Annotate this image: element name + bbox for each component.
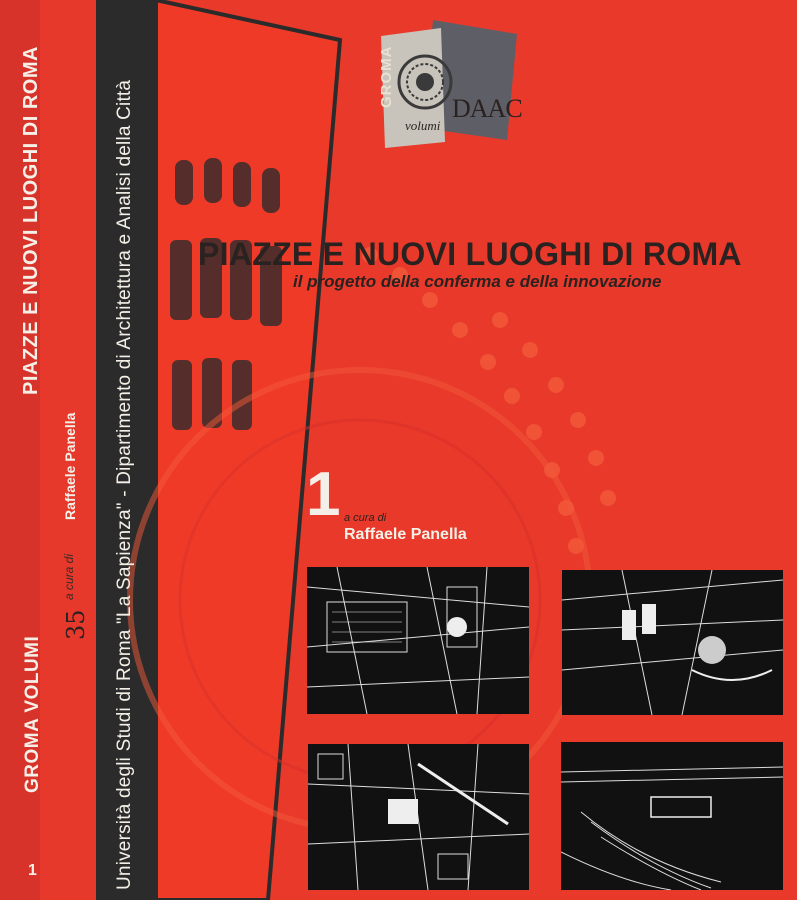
spine-curator-label: a cura di bbox=[62, 553, 76, 600]
spine-curator: Raffaele Panella bbox=[62, 412, 78, 520]
urban-plan-image-1 bbox=[307, 567, 529, 714]
spine-series: GROMA VOLUMI bbox=[22, 635, 43, 793]
spine-volume-number: 1 bbox=[28, 862, 37, 879]
book-title: PIAZZE E NUOVI LUOGHI DI ROMA bbox=[198, 236, 742, 272]
urban-plan-image-3 bbox=[308, 744, 529, 890]
spine-handwritten-number: 35 bbox=[62, 609, 90, 640]
spine-book-title: PIAZZE E NUOVI LUOGHI DI ROMA bbox=[20, 46, 42, 395]
logo-groma-text: GROMA bbox=[378, 45, 395, 108]
logo-volumi-text: volumi bbox=[405, 118, 441, 133]
spine-university: Università degli Studi di Roma "La Sapienza" - Dipartimento di Architettura e Analisi della Città bbox=[114, 79, 135, 890]
book-subtitle: il progetto della conferma e della innovazione bbox=[293, 272, 662, 291]
curator-name: Raffaele Panella bbox=[344, 526, 467, 543]
volume-number: 1 bbox=[306, 460, 341, 529]
urban-plan-image-4 bbox=[561, 742, 783, 890]
logo-daac-text: DAAC bbox=[452, 94, 522, 123]
urban-plan-image-2 bbox=[562, 570, 783, 715]
curator-label: a cura di bbox=[344, 512, 387, 524]
